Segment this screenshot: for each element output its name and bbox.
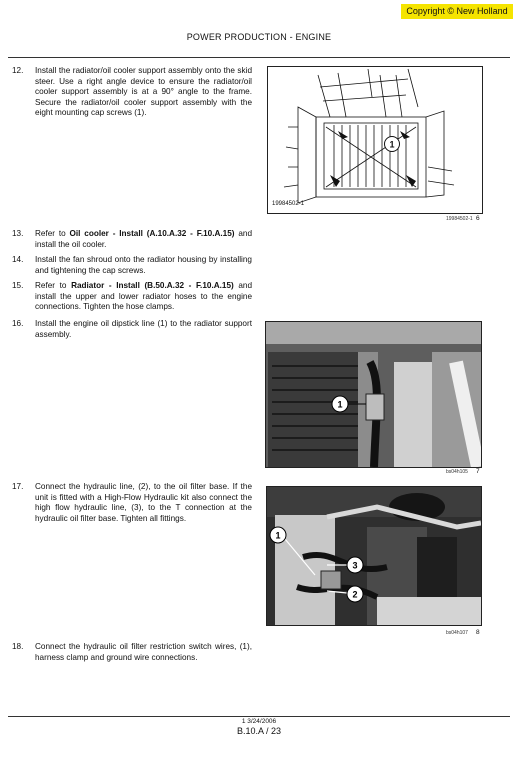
footer-divider (8, 716, 510, 717)
callout-1 (385, 137, 400, 152)
svg-text:1: 1 (389, 139, 395, 150)
step-number: 15. (12, 281, 24, 290)
step-13 (12, 229, 252, 250)
svg-text:3: 3 (352, 560, 358, 571)
figure-number: 6 (476, 215, 480, 222)
step-text: Install the fan shroud onto the radiator housing by installing and tightening the cap screws. (35, 255, 252, 275)
step-text: Install the radiator/oil cooler support assembly onto the skid steer. Use a right angle device to ensure the radiator/oil cooler support assembly is at a 90° angle to the frame. Secure the radiator/oil cooler support assembly with the eight mounting cap screws (1). (35, 66, 252, 118)
step-text: Install the engine oil dipstick line (1) to the radiator support assembly. (35, 319, 252, 339)
step-18 (12, 642, 252, 663)
step-text: Refer to Oil cooler - Install (A.10.A.32 - F.10.A.15) and install the oil cooler. (35, 229, 253, 249)
page-number: B.10.A / 23 (236, 726, 282, 736)
step-number: 18. (12, 642, 24, 651)
figure-dipstick-photo (265, 321, 482, 468)
step-12 (12, 66, 252, 119)
step-text: Refer to Radiator - Install (B.50.A.32 - F.10.A.15) and install the upper and lower radiator hoses to the engine connections. Tighten the hose clamps. (35, 281, 253, 312)
figure-hydraulic-line-photo (266, 486, 482, 626)
page-header-title: POWER PRODUCTION - ENGINE (186, 32, 332, 42)
step-text: Connect the hydraulic oil filter restriction switch wires, (1), harness clamp and ground wire connections. (35, 642, 252, 662)
figure-ref-code: bs04h107 (446, 630, 468, 636)
header-divider (8, 57, 510, 58)
step-number: 16. (12, 319, 24, 328)
figure-number: 7 (476, 468, 480, 475)
figure-radiator-support-drawing (267, 66, 483, 214)
radiator-drawing-illustration (268, 67, 482, 213)
hydraulic-photo-illustration (267, 487, 481, 625)
step-number: 12. (12, 66, 24, 75)
step-number: 13. (12, 229, 24, 238)
step-14 (12, 255, 252, 276)
cross-reference: Radiator - Install (B.50.A.32 - F.10.A.15) (71, 281, 234, 290)
copyright-banner: Copyright © New Holland (401, 4, 513, 19)
figure-ref-code: 19984502-1 (446, 216, 473, 222)
step-number: 17. (12, 482, 24, 491)
figure-id-label: 19984502-1 (272, 201, 305, 207)
svg-text:1: 1 (275, 530, 281, 541)
step-16 (12, 319, 252, 340)
dipstick-photo-illustration (266, 322, 481, 467)
figure-number: 8 (476, 629, 480, 636)
figure-ref-code: bs04h105 (446, 469, 468, 475)
footer-date: 1 3/24/2006 (241, 718, 277, 725)
svg-text:1: 1 (337, 399, 343, 410)
step-text: Connect the hydraulic line, (2), to the oil filter base. If the unit is fitted with a High-Flow Hydraulic kit also connect the high flow hydraulic line, (3), to the T connection at the hydraulic oil filter base. Tighten all fittings. (35, 482, 252, 523)
cross-reference: Oil cooler - Install (A.10.A.32 - F.10.A.15) (69, 229, 235, 238)
svg-text:2: 2 (352, 589, 358, 600)
step-15 (12, 281, 252, 313)
step-number: 14. (12, 255, 24, 264)
step-17 (12, 482, 252, 524)
